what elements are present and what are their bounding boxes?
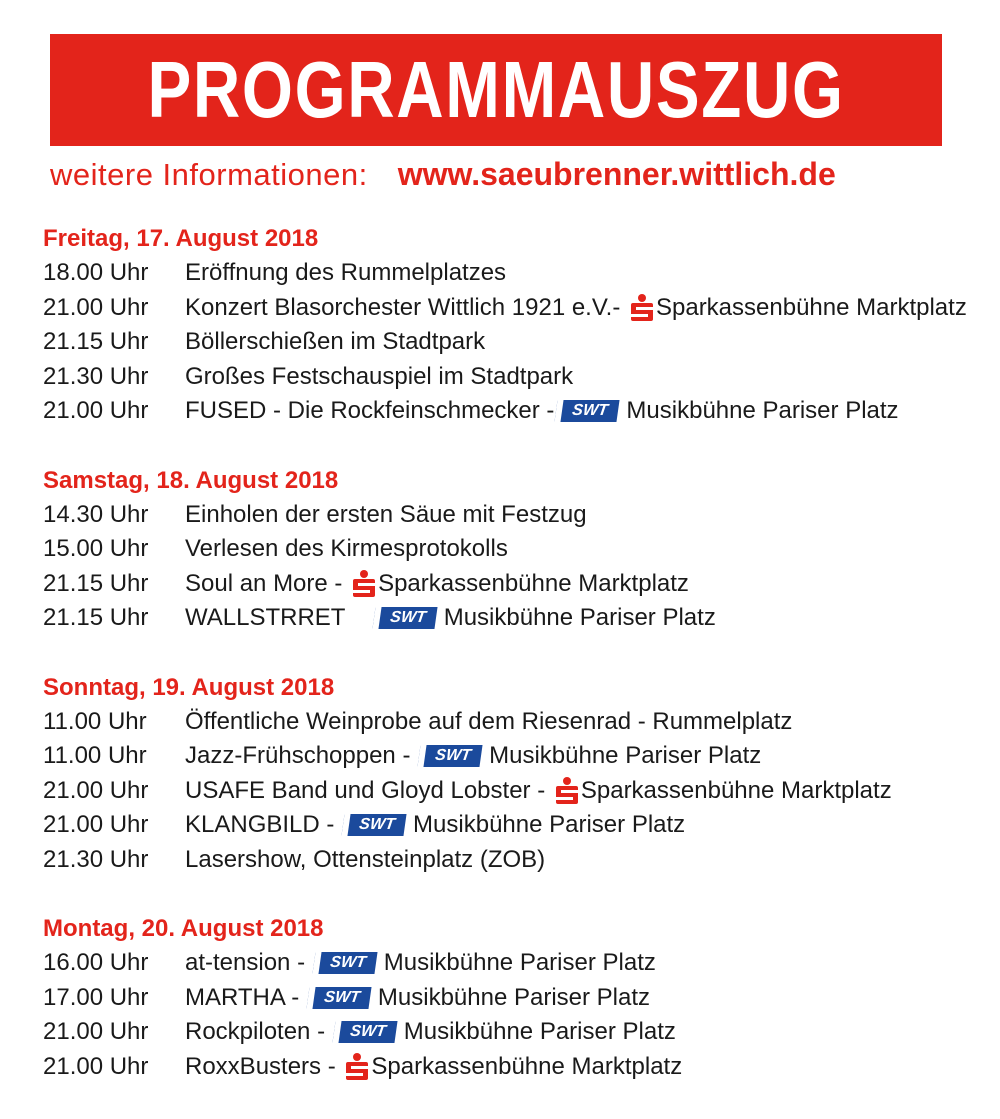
program-list	[43, 222, 983, 1119]
schedule-row	[43, 1015, 983, 1050]
schedule-row	[43, 567, 983, 602]
event-time: 11.00 Uhr	[43, 707, 147, 735]
event-venue: Musikbühne Pariser Platz	[383, 949, 656, 976]
event-time: 17.00 Uhr	[43, 983, 149, 1011]
day-heading: Sonntag, 19. August 2018	[43, 673, 335, 701]
event-venue: Sparkassenbühne Marktplatz	[655, 293, 967, 321]
day-section	[43, 222, 983, 429]
event-time: 21.15 Uhr	[43, 569, 149, 597]
event-title: Öffentliche Weinprobe auf dem Riesenrad - Rummelplatz	[185, 707, 793, 735]
event-time: 18.00 Uhr	[43, 259, 149, 286]
event-title: USAFE Band und Gloyd Lobster -	[185, 776, 552, 804]
schedule-row	[43, 1050, 983, 1085]
event-title: FUSED - Die Rockfeinschmecker -	[185, 397, 555, 424]
schedule-row	[43, 739, 983, 774]
event-title: Lasershow, Ottensteinplatz (ZOB)	[185, 845, 546, 873]
website-link[interactable]: www.saeubrenner.wittlich.de	[397, 156, 836, 192]
sparkasse-logo-icon	[631, 294, 653, 322]
schedule-row	[43, 946, 983, 981]
event-title: Böllerschießen im Stadtpark	[185, 328, 486, 355]
swt-logo-icon: SWT	[312, 952, 377, 974]
schedule-row	[43, 705, 983, 740]
event-time: 21.00 Uhr	[43, 811, 149, 838]
day-heading: Samstag, 18. August 2018	[43, 466, 339, 494]
event-title: KLANGBILD -	[185, 811, 342, 838]
event-venue: Musikbühne Pariser Platz	[626, 397, 899, 424]
event-time: 11.00 Uhr	[43, 742, 147, 769]
event-time: 21.30 Uhr	[43, 845, 149, 873]
event-title: Jazz-Frühschoppen -	[185, 742, 418, 769]
event-time: 21.00 Uhr	[43, 776, 149, 804]
event-title: RoxxBusters -	[185, 1052, 343, 1080]
schedule-row	[43, 360, 983, 395]
schedule-row	[43, 498, 983, 533]
event-time: 21.30 Uhr	[43, 362, 149, 390]
event-venue: Sparkassenbühne Marktplatz	[371, 1052, 683, 1080]
event-time: 16.00 Uhr	[43, 949, 149, 976]
schedule-row	[43, 394, 983, 429]
event-time: 21.00 Uhr	[43, 293, 149, 321]
day-heading: Freitag, 17. August 2018	[43, 225, 319, 252]
sparkasse-logo-icon	[346, 1053, 368, 1081]
event-time: 21.00 Uhr	[43, 397, 149, 424]
event-venue: Musikbühne Pariser Platz	[377, 983, 651, 1011]
event-title: Konzert Blasorchester Wittlich 1921 e.V.-	[185, 293, 627, 321]
swt-logo-icon: SWT	[372, 607, 437, 629]
event-title: MARTHA -	[185, 983, 306, 1011]
event-time: 21.15 Uhr	[43, 604, 149, 631]
schedule-row	[43, 774, 983, 809]
swt-logo-icon: SWT	[555, 400, 620, 422]
event-title: Soul an More -	[185, 569, 350, 597]
page-title: PROGRAMMAUSZUG	[147, 45, 845, 134]
schedule-row	[43, 601, 983, 636]
event-title: WALLSTRRET	[185, 604, 372, 631]
event-venue: Sparkassenbühne Marktplatz	[580, 776, 892, 804]
event-time: 14.30 Uhr	[43, 500, 149, 528]
event-time: 21.00 Uhr	[43, 1052, 149, 1080]
day-section	[43, 464, 983, 636]
schedule-row	[43, 291, 983, 326]
schedule-row	[43, 325, 983, 360]
day-section	[43, 912, 983, 1084]
info-label: weitere Informationen:	[50, 157, 368, 192]
event-time: 15.00 Uhr	[43, 535, 149, 562]
event-venue: Musikbühne Pariser Platz	[403, 1018, 676, 1045]
schedule-row	[43, 256, 983, 291]
event-time: 21.00 Uhr	[43, 1018, 149, 1045]
schedule-row	[43, 808, 983, 843]
swt-logo-icon: SWT	[342, 814, 407, 836]
day-section	[43, 671, 983, 878]
schedule-row	[43, 532, 983, 567]
swt-logo-icon: SWT	[332, 1021, 397, 1043]
swt-logo-icon: SWT	[418, 745, 483, 767]
sparkasse-logo-icon	[353, 570, 375, 598]
info-line	[50, 154, 942, 194]
event-venue: Musikbühne Pariser Platz	[413, 811, 686, 838]
event-title: Einholen der ersten Säue mit Festzug	[185, 500, 587, 528]
title-banner	[50, 34, 942, 146]
event-venue: Musikbühne Pariser Platz	[443, 604, 716, 631]
event-venue: Sparkassenbühne Marktplatz	[378, 569, 689, 597]
schedule-row	[43, 981, 983, 1016]
swt-logo-icon: SWT	[306, 987, 371, 1009]
event-title: Verlesen des Kirmesprotokolls	[185, 535, 508, 562]
event-time: 21.15 Uhr	[43, 328, 149, 355]
event-title: Großes Festschauspiel im Stadtpark	[185, 362, 574, 390]
schedule-row	[43, 843, 983, 878]
event-title: Eröffnung des Rummelplatzes	[185, 259, 507, 286]
event-venue: Musikbühne Pariser Platz	[489, 742, 762, 769]
event-title: at-tension -	[185, 949, 312, 976]
day-heading: Montag, 20. August 2018	[43, 915, 324, 942]
sparkasse-logo-icon	[556, 777, 578, 805]
event-title: Rockpiloten -	[185, 1018, 332, 1045]
